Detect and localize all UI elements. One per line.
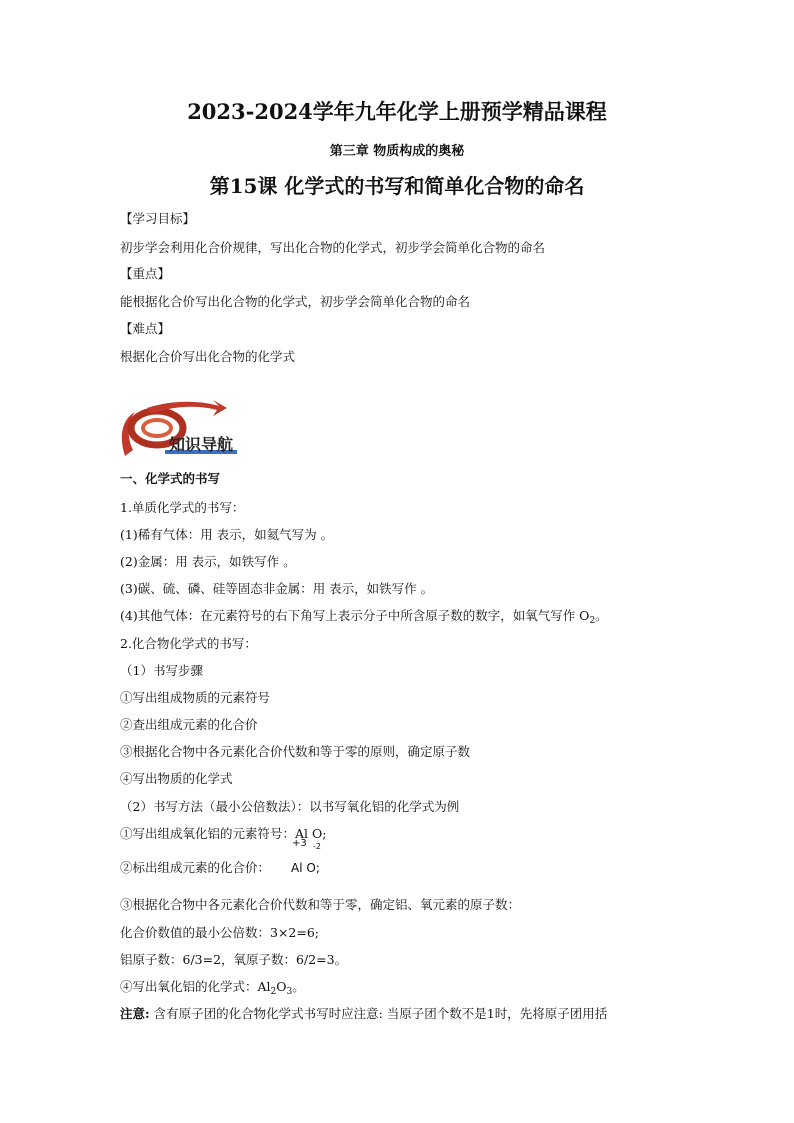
lcm-line: 化合价数值的最小公倍数：3×2=6; <box>120 925 320 940</box>
valence-formula-text: Al O <box>291 861 316 875</box>
method-step-2: ②标出组成元素的化合价： <box>120 860 271 875</box>
section-heading: 一、化学式的书写 <box>120 471 221 486</box>
chapter-title: 第三章 物质构成的奥秘 <box>329 144 465 159</box>
item-nonmetal: (3)碳、硫、磷、硅等固态非金属：用 表示，如铁写作 。 <box>120 581 434 596</box>
note-text: 含有原子团的化合物化学式书写时应注意: 当原子团个数不是1时，先将原子团用括 <box>149 1006 608 1021</box>
atom-count-line: 铝原子数：6/3=2，氧原子数：6/2=3。 <box>120 952 348 967</box>
key-text: 能根据化合价写出化合物的化学式，初步学会简单化合物的命名 <box>120 294 471 309</box>
goal-label: 【学习目标】 <box>120 211 196 226</box>
item-other-gas-subscript: 2 <box>589 616 596 626</box>
steps-label: （1）书写步骤 <box>120 663 203 678</box>
sub-heading-elements: 1.单质化学式的书写： <box>120 500 245 515</box>
valence-al: +3 <box>292 838 307 849</box>
lesson-title: 第15课 化学式的书写和简单化合物的命名 <box>209 174 585 198</box>
logo-text: 知识导航 <box>169 435 234 454</box>
formula-o: O <box>276 979 287 994</box>
valence-formula <box>291 838 321 875</box>
formula-prefix: ④写出氧化铝的化学式：Al <box>120 979 271 994</box>
method-step-1: ①写出组成氧化铝的元素符号：Al O; <box>120 826 327 841</box>
knowledge-navigation-logo <box>117 398 247 460</box>
formula-end: 。 <box>292 979 305 994</box>
difficulty-label: 【难点】 <box>120 321 171 336</box>
goal-text: 初步学会利用化合价规律，写出化合物的化学式，初步学会简单化合物的命名 <box>120 240 546 255</box>
note-line <box>120 1006 607 1022</box>
formula-sub-al: 2 <box>270 987 277 997</box>
course-title: 2023-2024学年九年化学上册预学精品课程 <box>187 99 607 124</box>
note-label: 注意: <box>120 1006 150 1021</box>
sub-heading-compounds: 2.化合物化学式的书写： <box>120 636 257 651</box>
step-1: ①写出组成物质的元素符号 <box>120 690 271 705</box>
item-other-gas-text: (4)其他气体：在元素符号的右下角写上表示分子中所含原子数的数字，如氧气写作 O <box>120 608 590 623</box>
item-noble-gas: (1)稀有气体：用 表示，如氦气写为 。 <box>120 527 334 542</box>
formula-sub-o: 3 <box>286 987 293 997</box>
key-label: 【重点】 <box>120 266 171 281</box>
item-other-gas-end: 。 <box>595 608 608 623</box>
difficulty-text: 根据化合价写出化合物的化学式 <box>120 349 296 364</box>
method-label: （2）书写方法（最小公倍数法）：以书写氧化铝的化学式为例 <box>120 799 460 814</box>
method-step-4 <box>120 979 305 1000</box>
step-3: ③根据化合物中各元素化合价代数和等于零的原则，确定原子数 <box>120 744 471 759</box>
valence-formula-end: ; <box>315 861 320 875</box>
item-metal: (2)金属：用 表示，如铁写作 。 <box>120 554 296 569</box>
step-2: ②查出组成元素的化合价 <box>120 717 258 732</box>
method-step-3: ③根据化合物中各元素化合价代数和等于零，确定铝、氧元素的原子数： <box>120 897 521 912</box>
item-other-gas <box>120 608 608 629</box>
valence-o: -2 <box>313 842 321 851</box>
step-4: ④写出物质的化学式 <box>120 771 233 786</box>
